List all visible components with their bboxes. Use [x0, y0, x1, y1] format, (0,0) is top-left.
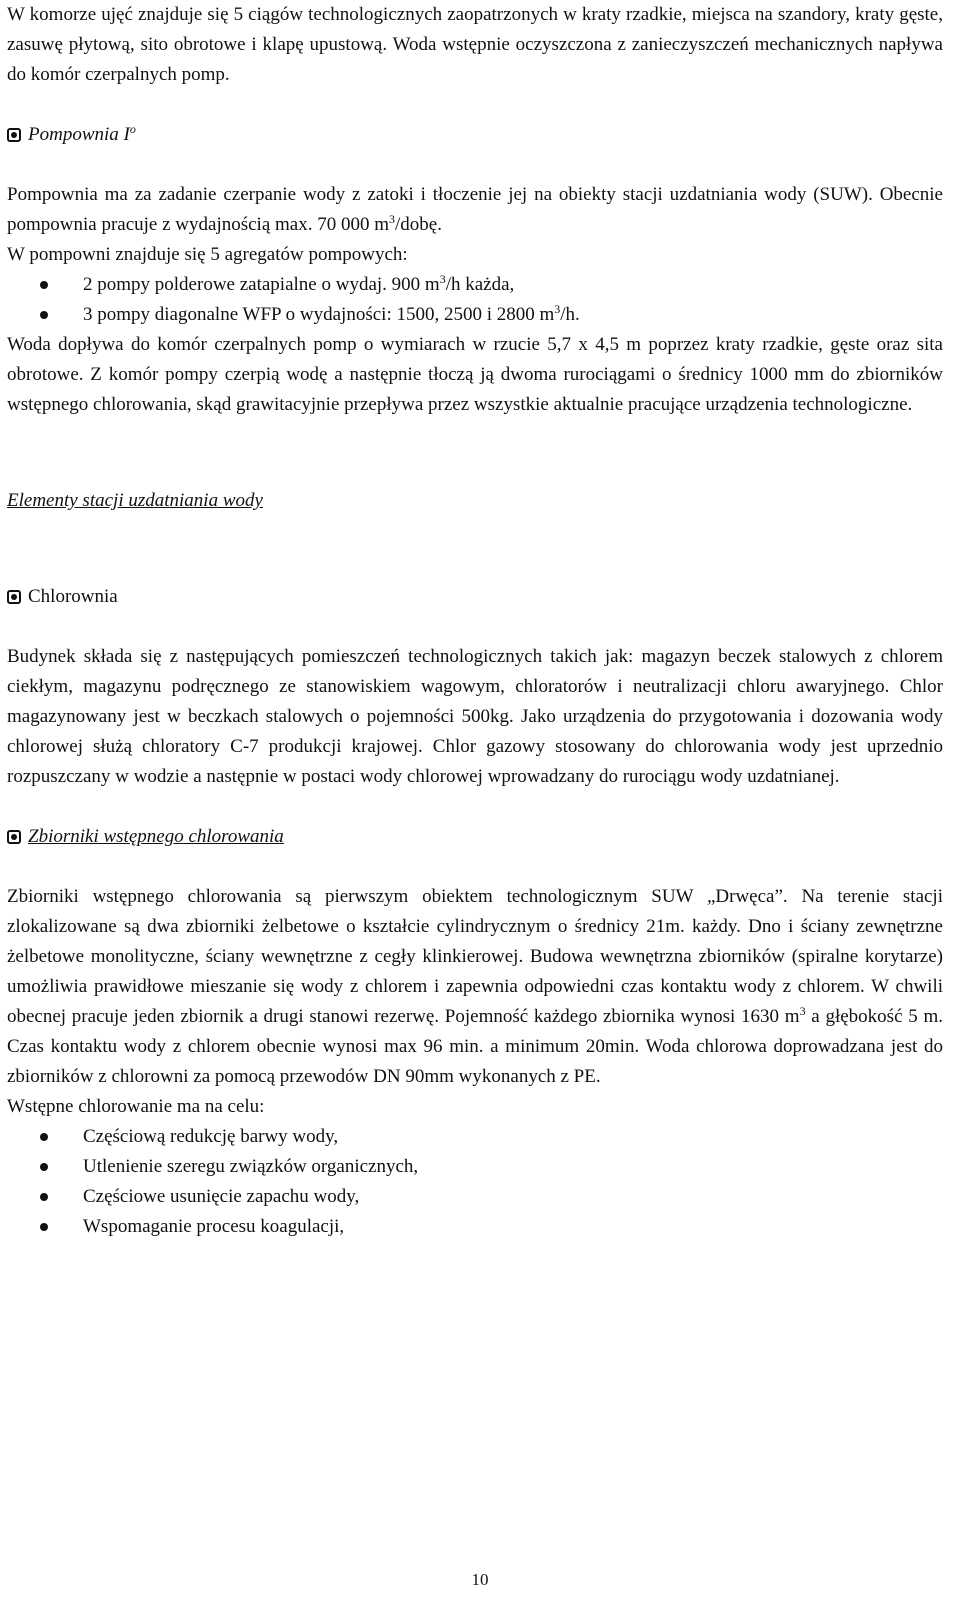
- zbiorniki-heading-text: Zbiorniki wstępnego chlorowania: [28, 826, 284, 847]
- section-marker-icon: [7, 830, 21, 844]
- pompownia-p1-sup: 3: [389, 212, 396, 226]
- pompownia-paragraph-2: W pompowni znajduje się 5 agregatów pompowych:: [7, 244, 408, 265]
- list-item: Wspomaganie procesu koagulacji,: [7, 1212, 943, 1242]
- chlorowanie-goals-list: [7, 1122, 943, 1242]
- zbiorniki-p1-text: Zbiorniki wstępnego chlorowania są pierwszym obiektem technologicznym SUW „Drwęca”. Na terenie stacji zlokalizowane są dwa zbiorniki żelbetowe o kształcie cylindrycznym o średnicy 21m. każdy. Dno i ściany zewnętrzne żelbetowe monolityczne, ściany wewnętrzne z cegły klinkierowej. Budowa wewnętrzna zbiorników (spiralne korytarze) umożliwia prawidłowe mieszanie się wody z chlorem i zapewnia odpowiedni czas kontaktu wody z chlorem. W chwili obecnej pracuje jeden zbiornik a drugi stanowi rezerwę. Pojemność każdego zbiornika wynosi 1630 m: [7, 886, 943, 1027]
- list-item-unit: /h.: [560, 304, 580, 325]
- pompy-list: [7, 270, 943, 330]
- document-page: [7, 0, 943, 1242]
- pompownia-p1-unit: /dobę.: [395, 214, 442, 235]
- section-marker-icon: [7, 128, 21, 142]
- zbiorniki-paragraph-1: [7, 882, 943, 1092]
- list-item: Częściowe usunięcie zapachu wody,: [7, 1182, 943, 1212]
- list-item-sup: 3: [439, 272, 446, 286]
- pompownia-heading-sup: o: [129, 122, 136, 136]
- zbiorniki-p1-sup: 3: [799, 1004, 806, 1018]
- pompownia-paragraph-1: [7, 180, 943, 240]
- chlorownia-paragraph: Budynek składa się z następujących pomieszczeń technologicznych takich jak: magazyn beczek stalowych z chlorem ciekłym, magazynu podręcznego ze stanowiskiem wagowym, chloratorów i neutralizacji chloru awaryjnego. Chlor magazynowany jest w beczkach stalowych o pojemności 500kg. Jako urządzenia do przygotowania i dozowania wody chlorowej służą chloratory C-7 produkcji krajowej. Chlor gazowy stosowany do chlorowania wody jest uprzednio rozpuszczany w wodzie a następnie w postaci wody chlorowej wprowadzany do rurociągu wody uzdatnianej.: [7, 646, 943, 787]
- elementy-heading: Elementy stacji uzdatniania wody: [7, 490, 263, 511]
- page-number: 10: [471, 1570, 489, 1589]
- list-item-text: 2 pompy polderowe zatapialne o wydaj. 900 m: [83, 274, 440, 295]
- list-item: Utlenienie szeregu związków organicznych,: [7, 1152, 943, 1182]
- section-marker-icon: [7, 590, 21, 604]
- list-item: Częściową redukcję barwy wody,: [7, 1122, 943, 1152]
- intro-paragraph: W komorze ujęć znajduje się 5 ciągów technologicznych zaopatrzonych w kraty rzadkie, miejsca na szandory, kraty gęste, zasuwę płytową, sito obrotowe i klapę upustową. Woda wstępnie oczyszczona z zanieczyszczeń mechanicznych napływa do komór czerpalnych pomp.: [7, 4, 943, 85]
- list-item: [7, 300, 943, 330]
- list-item-sup: 3: [554, 302, 561, 316]
- pompownia-heading-text: Pompownia I: [28, 124, 130, 145]
- list-item: [7, 270, 943, 300]
- zbiorniki-p1-rest: a głębokość 5 m. Czas kontaktu wody z chlorem obecnie wynosi max 96 min. a minimum 20min. Woda chlorowa doprowadzana jest do zbiorników z chlorowni za pomocą przewodów DN 90mm wykonanych z PE.: [7, 1006, 943, 1087]
- pompownia-paragraph-3: Woda dopływa do komór czerpalnych pomp o wymiarach w rzucie 5,7 x 4,5 m poprzez kraty rzadkie, gęste oraz sita obrotowe. Z komór pompy czerpią wodę a następnie tłoczą ją dwoma rurociągami o średnicy 1000 mm do zbiorników wstępnego chlorowania, skąd grawitacyjnie przepływa przez wszystkie aktualnie pracujące urządzenia technologiczne.: [7, 334, 943, 415]
- pompownia-p1-text: Pompownia ma za zadanie czerpanie wody z zatoki i tłoczenie jej na obiekty stacji uzdatniania wody (SUW). Obecnie pompownia pracuje z wydajnością max. 70 000 m: [7, 184, 943, 235]
- chlorownia-heading-text: Chlorownia: [28, 586, 118, 607]
- pompownia-heading: [7, 120, 943, 150]
- list-item-unit: /h każda,: [445, 274, 515, 295]
- zbiorniki-heading: [7, 822, 943, 852]
- chlorownia-heading: [7, 582, 943, 612]
- list-item-text: 3 pompy diagonalne WFP o wydajności: 1500, 2500 i 2800 m: [83, 304, 555, 325]
- zbiorniki-paragraph-2: Wstępne chlorowanie ma na celu:: [7, 1096, 265, 1117]
